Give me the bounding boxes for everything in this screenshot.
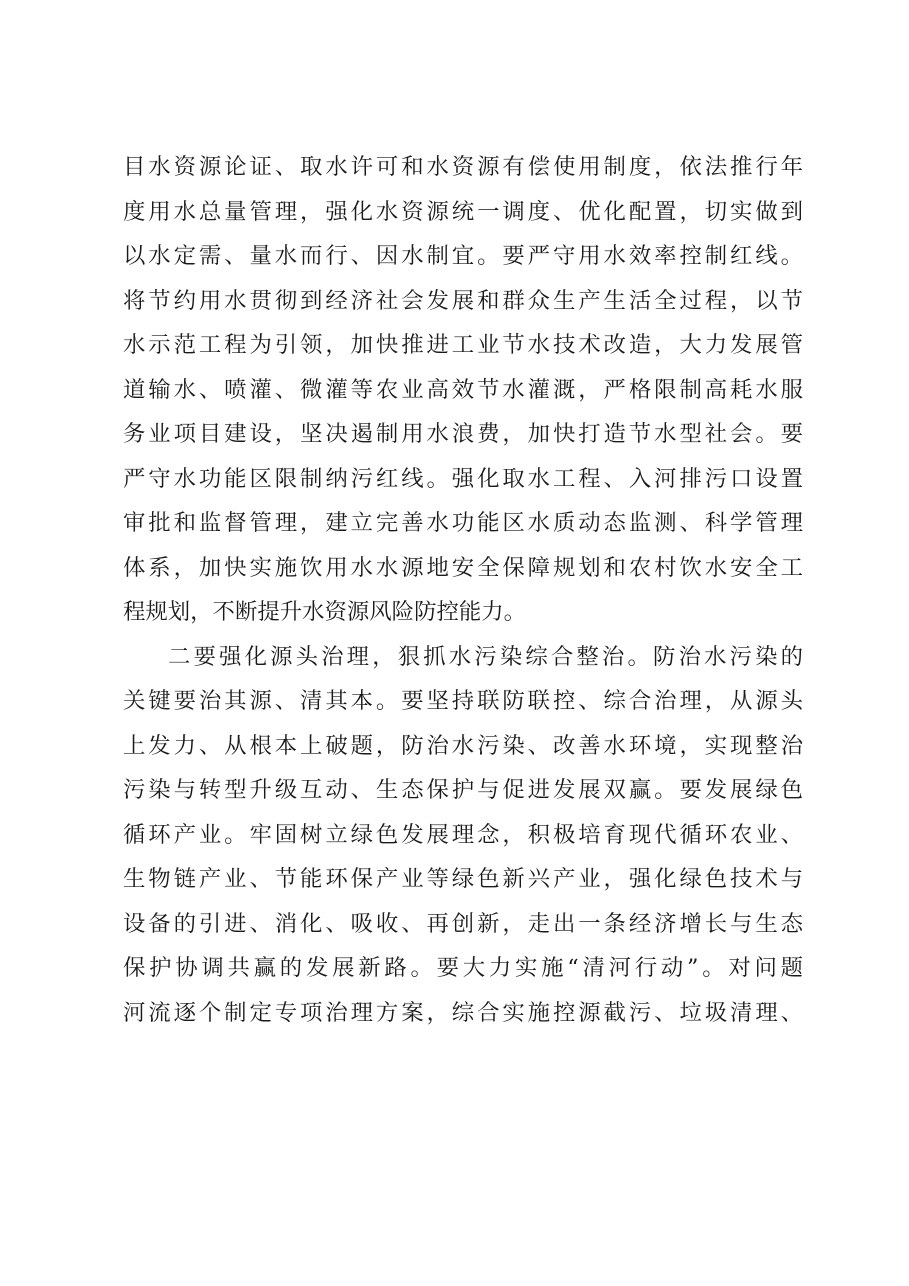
text-line: 体系，加快实施饮用水水源地安全保障规划和农村饮水安全工 xyxy=(123,554,803,581)
text-line: 以水定需、量水而行、因水制宜。要严守用水效率控制红线。 xyxy=(123,243,803,269)
text-line: 污染与转型升级互动、生态保护与促进发展双赢。要发展绿色 xyxy=(123,777,803,803)
text-line: 道输水、喷灌、微灌等农业高效节水灌溉，严格限制高耗水服 xyxy=(123,376,803,403)
text-line: 务业项目建设，坚决遏制用水浪费，加快打造节水型社会。要 xyxy=(123,421,803,447)
text-line: 水示范工程为引领，加快推进工业节水技术改造，大力发展管 xyxy=(123,332,803,358)
text-line: 生物链产业、节能环保产业等绿色新兴产业，强化绿色技术与 xyxy=(123,866,803,892)
text-line: 将节约用水贯彻到经济社会发展和群众生产生活全过程，以节 xyxy=(123,287,803,314)
text-line: 度用水总量管理，强化水资源统一调度、优化配置，切实做到 xyxy=(123,198,803,225)
text-line: 二要强化源头治理，狠抓水污染综合整治。防治水污染的 xyxy=(168,643,803,670)
text-line: 河流逐个制定专项治理方案，综合实施控源截污、垃圾清理、 xyxy=(123,999,803,1026)
text-line: 严守水功能区限制纳污红线。强化取水工程、入河排污口设置 xyxy=(123,465,803,492)
text-line: 保护协调共赢的发展新路。要大力实施“清河行动”。对问题 xyxy=(123,955,803,981)
text-line: 上发力、从根本上破题，防治水污染、改善水环境，实现整治 xyxy=(123,732,803,759)
paragraph-2 xyxy=(123,635,803,1036)
text-line: 设备的引进、消化、吸收、再创新，走出一条经济增长与生态 xyxy=(123,910,803,937)
text-line: 程规划，不断提升水资源风险防控能力。 xyxy=(123,599,527,625)
paragraph-1 xyxy=(123,145,803,635)
document-body xyxy=(123,145,803,1035)
text-line: 审批和监督管理，建立完善水功能区水质动态监测、科学管理 xyxy=(123,510,803,536)
text-line: 循环产业。牢固树立绿色发展理念，积极培育现代循环农业、 xyxy=(123,821,803,848)
text-line: 关键要治其源、清其本。要坚持联防联控、综合治理，从源头 xyxy=(123,688,803,714)
text-line: 目水资源论证、取水许可和水资源有偿使用制度，依法推行年 xyxy=(123,154,803,180)
